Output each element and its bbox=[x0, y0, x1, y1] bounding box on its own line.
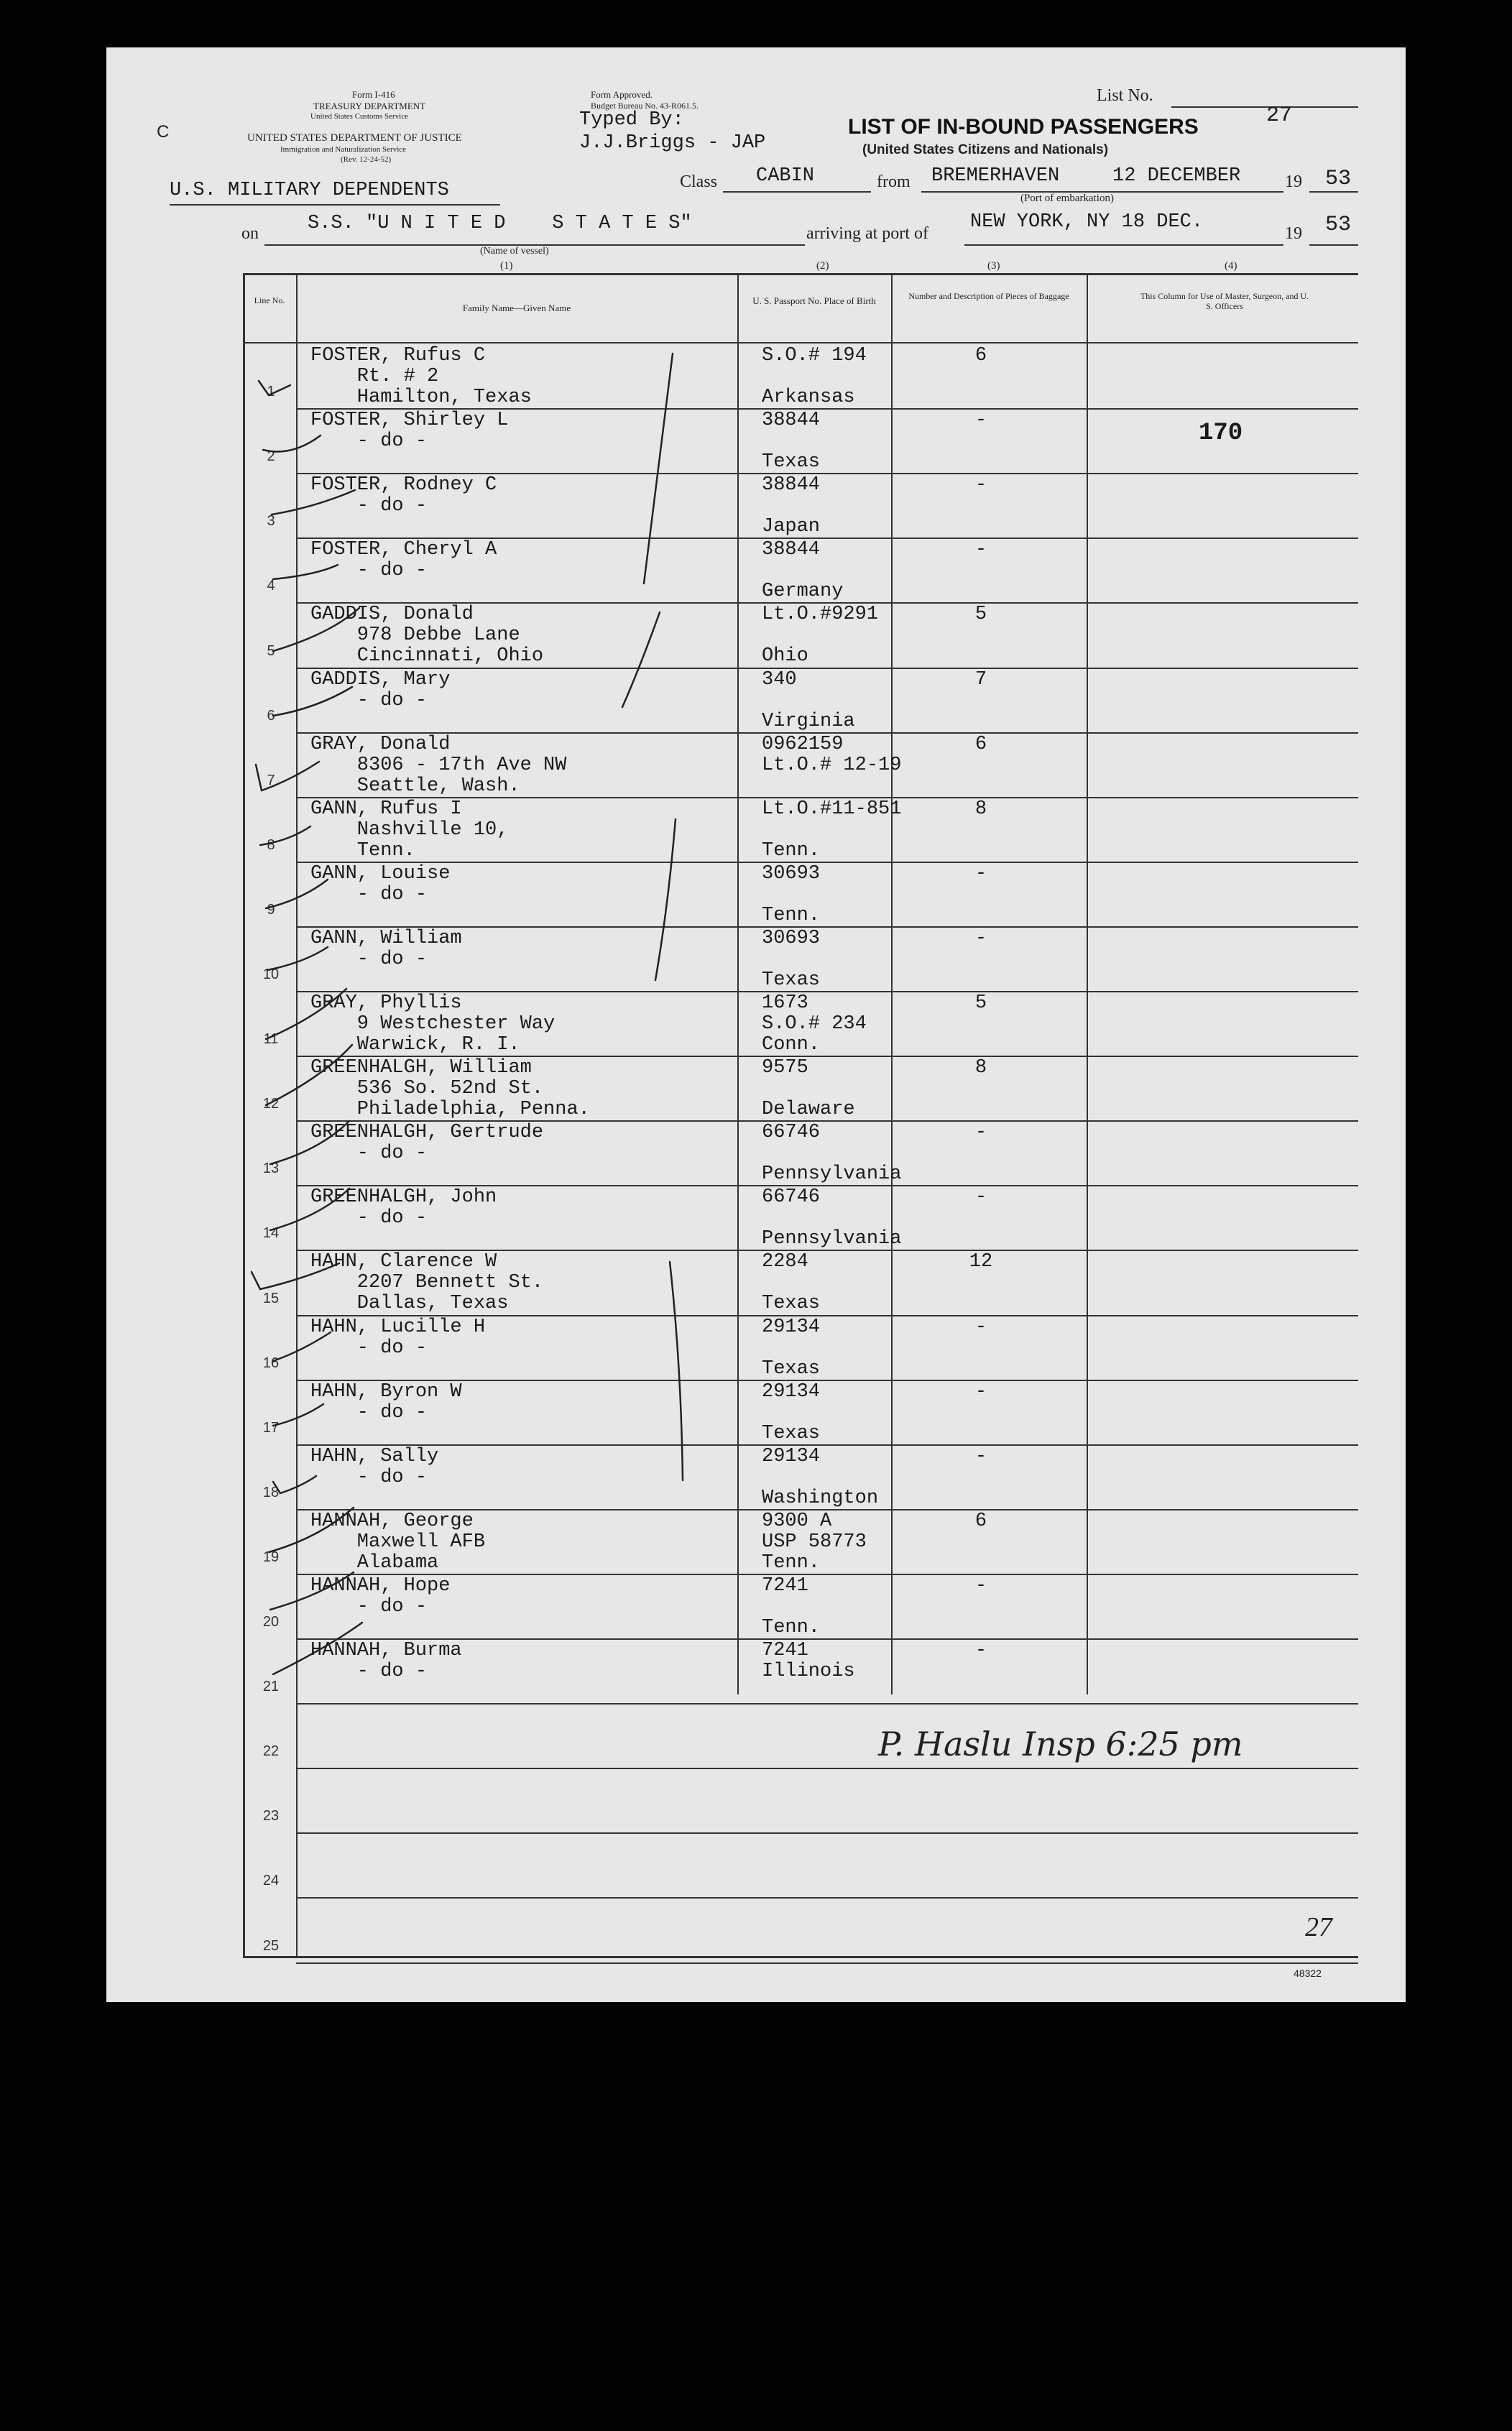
footer-code: 48322 bbox=[1294, 1968, 1322, 1979]
form-approved: Form Approved. bbox=[591, 89, 653, 100]
place-of-birth: Tenn. bbox=[762, 1616, 821, 1638]
passenger-address-line: Rt. # 2 bbox=[310, 366, 439, 387]
line-number: 4 bbox=[267, 578, 275, 594]
place-of-birth: Tenn. bbox=[762, 904, 821, 926]
passenger-address-line: Maxwell AFB bbox=[310, 1531, 486, 1553]
line-number: 21 bbox=[262, 1679, 280, 1695]
passenger-name: HAHN, Sally bbox=[310, 1445, 439, 1467]
baggage-count: 6 bbox=[974, 345, 987, 366]
customs-service: United States Customs Service bbox=[310, 112, 408, 121]
form-title: LIST OF IN-BOUND PASSENGERS bbox=[848, 115, 1199, 139]
line-number: 12 bbox=[262, 1096, 280, 1112]
corner-mark: 27 bbox=[1305, 1912, 1332, 1942]
revision-date: (Rev. 12-24-52) bbox=[341, 155, 392, 164]
header-baggage: Number and Description of Pieces of Baggage bbox=[908, 291, 1069, 301]
place-of-birth: Texas bbox=[762, 969, 821, 991]
passenger-name: FOSTER, Cheryl A bbox=[310, 539, 497, 561]
passport-number: 66746 bbox=[762, 1122, 821, 1144]
passport-number: 29134 bbox=[762, 1316, 821, 1338]
embarkation-date: 12 DECEMBER bbox=[1112, 165, 1241, 187]
line-number: 24 bbox=[262, 1873, 280, 1889]
passenger-name: HANNAH, George bbox=[310, 1510, 474, 1532]
line-number: 8 bbox=[267, 836, 275, 853]
place-of-birth: Texas bbox=[762, 1293, 821, 1315]
form-subtitle: (United States Citizens and Nationals) bbox=[862, 142, 1109, 157]
place-of-birth: Ohio bbox=[762, 645, 808, 668]
class-label: Class bbox=[680, 172, 718, 191]
baggage-count: - bbox=[974, 1380, 987, 1403]
department-of-justice: UNITED STATES DEPARTMENT OF JUSTICE bbox=[247, 132, 462, 144]
passenger-address-line: - do - bbox=[310, 560, 428, 582]
baggage-count: - bbox=[974, 1640, 987, 1661]
line-number: 13 bbox=[262, 1161, 280, 1177]
column-number-3: (3) bbox=[987, 260, 1000, 272]
baggage-count: 5 bbox=[974, 604, 987, 626]
line-number: 5 bbox=[267, 642, 275, 659]
line-number: 9 bbox=[267, 901, 275, 918]
arriving-label: arriving at port of bbox=[806, 224, 928, 243]
baggage-count: - bbox=[974, 927, 987, 949]
passport-number: 2284 bbox=[762, 1251, 808, 1273]
place-of-birth: Conn. bbox=[762, 1034, 821, 1056]
passport-number: 30693 bbox=[762, 862, 821, 885]
line-number: 17 bbox=[262, 1419, 280, 1436]
passenger-address-line: - do - bbox=[310, 1401, 428, 1424]
place-of-birth: Germany bbox=[762, 581, 844, 603]
baggage-count: 8 bbox=[974, 798, 987, 820]
passenger-address-line: - do - bbox=[310, 948, 428, 970]
passenger-address-line: Alabama bbox=[310, 1551, 439, 1574]
side-letter: C bbox=[157, 122, 170, 142]
baggage-count: 8 bbox=[974, 1057, 987, 1079]
passenger-name: FOSTER, Shirley L bbox=[310, 410, 509, 432]
baggage-count: - bbox=[974, 1574, 987, 1597]
passport-number: Lt.O.#11-851 bbox=[762, 798, 902, 820]
passport-number: 38844 bbox=[762, 410, 821, 432]
baggage-count: 12 bbox=[969, 1251, 993, 1273]
passenger-name: HAHN, Byron W bbox=[310, 1380, 462, 1403]
baggage-count: - bbox=[974, 862, 987, 885]
passenger-name: GADDIS, Mary bbox=[310, 668, 451, 691]
passport-number: S.O.# 194 bbox=[762, 345, 867, 366]
passenger-address-line: Philadelphia, Penna. bbox=[310, 1099, 590, 1121]
passenger-name: GANN, Louise bbox=[310, 862, 451, 885]
baggage-count: - bbox=[974, 1316, 987, 1338]
passport-number: 9300 A bbox=[762, 1510, 832, 1532]
passport-number: 38844 bbox=[762, 539, 821, 561]
header-passport: U. S. Passport No. Place of Birth bbox=[752, 295, 876, 306]
passenger-name: GRAY, Donald bbox=[310, 733, 451, 755]
passenger-name: FOSTER, Rufus C bbox=[310, 345, 486, 366]
vessel-name: S.S. "U N I T E D S T A T E S" bbox=[308, 213, 692, 234]
passport-extra: USP 58773 bbox=[762, 1531, 867, 1553]
passenger-address-line: Warwick, R. I. bbox=[310, 1034, 520, 1056]
baggage-count: - bbox=[974, 410, 987, 432]
passenger-address-line: - do - bbox=[310, 495, 428, 517]
baggage-count: 5 bbox=[974, 992, 987, 1014]
passport-number: 38844 bbox=[762, 474, 821, 497]
passenger-name: HANNAH, Burma bbox=[310, 1640, 462, 1661]
place-of-birth: Tenn. bbox=[762, 1551, 821, 1574]
passport-number: 7241 bbox=[762, 1574, 808, 1597]
line-number: 2 bbox=[267, 448, 275, 465]
passport-number: Lt.O.#9291 bbox=[762, 604, 879, 626]
baggage-count: 6 bbox=[974, 1510, 987, 1532]
place-of-birth: Texas bbox=[762, 1422, 821, 1444]
passenger-address-line: Seattle, Wash. bbox=[310, 775, 520, 797]
column-number-4: (4) bbox=[1225, 260, 1237, 272]
passport-extra: Lt.O.# 12-19 bbox=[762, 754, 902, 776]
line-number: 18 bbox=[262, 1484, 280, 1500]
arrival-year-prefix: 19 bbox=[1285, 224, 1302, 243]
passenger-name: GREENHALGH, Gertrude bbox=[310, 1122, 544, 1144]
passport-number: 340 bbox=[762, 668, 797, 691]
budget-bureau: Budget Bureau No. 43-R061.5. bbox=[591, 101, 699, 111]
passenger-address-line: - do - bbox=[310, 883, 428, 905]
line-number: 6 bbox=[267, 707, 275, 724]
line-number: 20 bbox=[262, 1614, 280, 1630]
treasury-department: TREASURY DEPARTMENT bbox=[313, 101, 426, 111]
place-of-birth: Pennsylvania bbox=[762, 1228, 902, 1250]
passenger-address-line: Dallas, Texas bbox=[310, 1293, 509, 1315]
place-of-birth: Tenn. bbox=[762, 839, 821, 862]
embarkation-year: 53 bbox=[1325, 167, 1352, 191]
passenger-address-line: 536 So. 52nd St. bbox=[310, 1078, 544, 1100]
passenger-address-line: 8306 - 17th Ave NW bbox=[310, 754, 567, 776]
embarkation-port: BREMERHAVEN bbox=[931, 165, 1060, 187]
line-number: 16 bbox=[262, 1355, 280, 1371]
baggage-count: - bbox=[974, 1122, 987, 1144]
port-caption: (Port of embarkation) bbox=[1020, 193, 1114, 204]
passenger-address-line: - do - bbox=[310, 1466, 428, 1488]
place-of-birth: Japan bbox=[762, 516, 821, 538]
list-no-value: 27 bbox=[1266, 103, 1293, 128]
passport-extra: S.O.# 234 bbox=[762, 1013, 867, 1035]
typed-by-label: Typed By: bbox=[579, 109, 684, 131]
line-number: 23 bbox=[262, 1808, 280, 1825]
group-label: U.S. MILITARY DEPENDENTS bbox=[170, 180, 449, 201]
line-number: 7 bbox=[267, 772, 275, 788]
passport-number: 1673 bbox=[762, 992, 808, 1014]
passenger-address-line: - do - bbox=[310, 1143, 428, 1165]
line-number: 19 bbox=[262, 1549, 280, 1565]
officer-note: 170 bbox=[1199, 420, 1243, 447]
line-number: 22 bbox=[262, 1743, 280, 1760]
passport-number: 29134 bbox=[762, 1380, 821, 1403]
passenger-address-line: - do - bbox=[310, 1337, 428, 1359]
passenger-name: HAHN, Lucille H bbox=[310, 1316, 486, 1338]
arrival-year: 53 bbox=[1325, 213, 1352, 237]
baggage-count: 6 bbox=[974, 733, 987, 755]
form-number: Form I-416 bbox=[352, 89, 395, 100]
on-label: on bbox=[241, 224, 259, 243]
passenger-name: GREENHALGH, John bbox=[310, 1186, 497, 1209]
line-number: 15 bbox=[262, 1290, 280, 1306]
passenger-address-line: Cincinnati, Ohio bbox=[310, 645, 544, 668]
column-number-2: (2) bbox=[816, 260, 829, 272]
passenger-address-line: 2207 Bennett St. bbox=[310, 1272, 544, 1294]
line-number: 10 bbox=[262, 967, 280, 982]
place-of-birth: Arkansas bbox=[762, 387, 855, 408]
immigration-service: Immigration and Naturalization Service bbox=[280, 145, 407, 154]
header-line-no: Line No. bbox=[254, 295, 285, 305]
inspector-signature: P. Haslu Insp 6:25 pm bbox=[878, 1725, 1243, 1763]
place-of-birth: Pennsylvania bbox=[762, 1163, 902, 1186]
passenger-name: HAHN, Clarence W bbox=[310, 1251, 497, 1273]
passenger-address-line: 9 Westchester Way bbox=[310, 1013, 556, 1035]
passport-number: 7241 bbox=[762, 1640, 808, 1661]
header-family-name: Family Name—Given Name bbox=[462, 303, 571, 313]
passport-number: 30693 bbox=[762, 927, 821, 949]
baggage-count: - bbox=[974, 1445, 987, 1467]
passenger-name: GADDIS, Donald bbox=[310, 604, 474, 626]
passport-number: 9575 bbox=[762, 1057, 808, 1079]
place-of-birth: Washington bbox=[762, 1487, 879, 1509]
passport-number: 66746 bbox=[762, 1186, 821, 1209]
passport-number: 0962159 bbox=[762, 733, 844, 755]
baggage-count: 7 bbox=[974, 668, 987, 691]
baggage-count: - bbox=[974, 474, 987, 497]
passport-extra: Illinois bbox=[762, 1661, 855, 1682]
passenger-address-line: Tenn. bbox=[310, 839, 415, 862]
line-number: 1 bbox=[267, 384, 275, 400]
place-of-birth: Texas bbox=[762, 451, 821, 474]
passenger-name: GANN, William bbox=[310, 927, 462, 949]
passport-number: 29134 bbox=[762, 1445, 821, 1467]
line-number: 11 bbox=[263, 1031, 279, 1048]
list-no-label: List No. bbox=[1097, 86, 1153, 105]
passenger-address-line: - do - bbox=[310, 1207, 428, 1230]
passenger-address-line: 978 Debbe Lane bbox=[310, 624, 520, 647]
from-label: from bbox=[877, 172, 911, 191]
year-prefix: 19 bbox=[1285, 172, 1302, 191]
passenger-address-line: - do - bbox=[310, 689, 428, 711]
passenger-address-line: - do - bbox=[310, 430, 428, 453]
arrival-port: NEW YORK, NY 18 DEC. bbox=[970, 211, 1204, 233]
passenger-name: GREENHALGH, William bbox=[310, 1057, 532, 1079]
passenger-name: GRAY, Phyllis bbox=[310, 992, 462, 1014]
passenger-address-line: - do - bbox=[310, 1595, 428, 1618]
line-number: 14 bbox=[262, 1225, 280, 1242]
place-of-birth: Delaware bbox=[762, 1099, 855, 1121]
line-number: 25 bbox=[262, 1937, 280, 1954]
passenger-name: HANNAH, Hope bbox=[310, 1574, 451, 1597]
column-number-1: (1) bbox=[500, 260, 513, 272]
place-of-birth: Texas bbox=[762, 1357, 821, 1380]
line-number: 3 bbox=[267, 513, 275, 530]
class-value: CABIN bbox=[756, 165, 815, 187]
baggage-count: - bbox=[974, 1186, 987, 1209]
baggage-count: - bbox=[974, 539, 987, 561]
typed-by-value: J.J.Briggs - JAP bbox=[579, 132, 766, 154]
passenger-name: FOSTER, Rodney C bbox=[310, 474, 497, 497]
vessel-caption: (Name of vessel) bbox=[480, 246, 549, 257]
passenger-address-line: Hamilton, Texas bbox=[310, 387, 532, 408]
passenger-name: GANN, Rufus I bbox=[310, 798, 462, 820]
passenger-address-line: Nashville 10, bbox=[310, 818, 509, 841]
passenger-address-line: - do - bbox=[310, 1661, 428, 1682]
header-officers: This Column for Use of Master, Surgeon, and U. S. Officers bbox=[1140, 291, 1309, 311]
place-of-birth: Virginia bbox=[762, 710, 855, 732]
